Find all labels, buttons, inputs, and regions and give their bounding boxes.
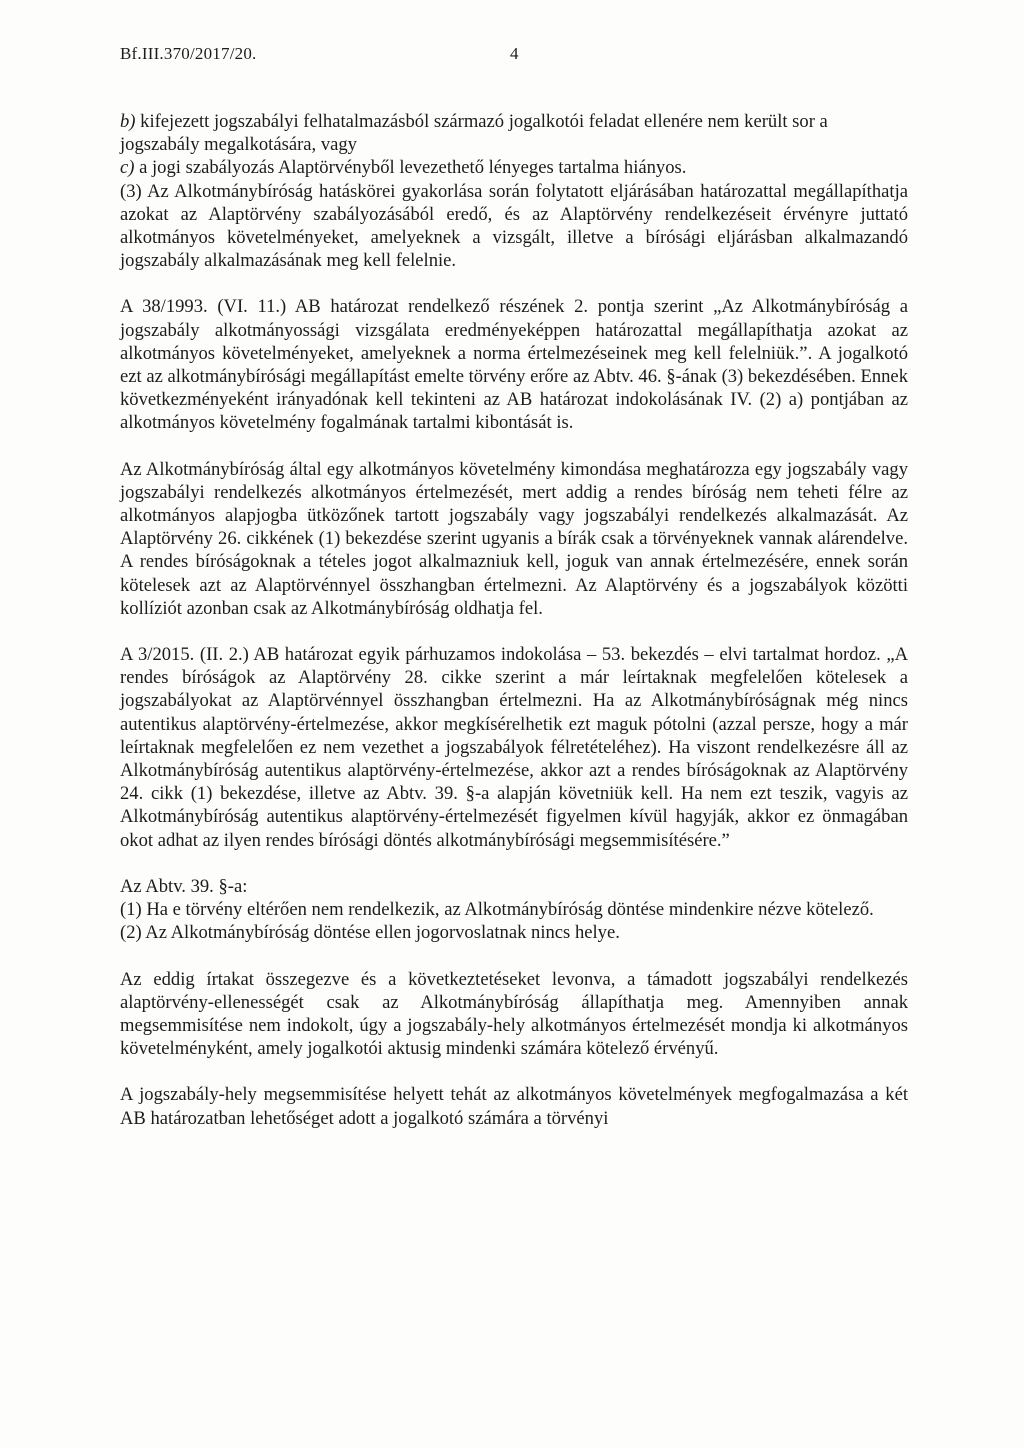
item-b-text: kifejezett jogszabályi felhatalmazásból származó jogalkotói feladat ellenére nem került sor a jogszabály megalkotására, vagy	[120, 111, 828, 156]
abtv-39-title: Az Abtv. 39. §-a:	[120, 875, 248, 897]
page-number: 4	[510, 44, 519, 63]
case-number: Bf.III.370/2017/20.	[120, 44, 257, 63]
page-header	[120, 44, 920, 68]
list-item-c	[120, 156, 908, 179]
item-c-text: a jogi szabályozás Alaptörvényből levezethető lényeges tartalma hiányos.	[134, 157, 687, 179]
paragraph-constitutional-requirement: Az Alkotmánybíróság által egy alkotmányos követelmény kimondása meghatározza egy jogszabály vagy jogszabályi rendelkezés alkotmányos értelmezését, mert addig a rendes bíróság nem teheti félre az alkotmányos alapjogba ütközőnek tartott jogszabály vagy jogszabályi rendelkezés alkalmazását. Az Alaptörvény 26. cikkének (1) bekezdése szerint ugyanis a bírák csak a törvényeknek vannak alárendelve. A rendes bíróságoknak a tételes jogot alkalmazniuk kell, joguk van annak értelmezésére, ennek során kötelesek azt az Alaptörvénnyel összhangban értelmezni. Az Alaptörvény és a jogszabályok közötti kollíziót azonban csak az Alkotmánybíróság oldhatja fel.	[120, 458, 908, 619]
paragraph-conclusion: A jogszabály-hely megsemmisítése helyett tehát az alkotmányos követelmények megfogalmazása a két AB határozatban lehetőséget adott a jogalkotó számára a törvényi	[120, 1084, 908, 1129]
abtv-39-1: (1) Ha e törvény eltérően nem rendelkezik, az Alkotmánybíróság döntése mindenkire nézve kötelező.	[120, 899, 874, 921]
abtv-39-2: (2) Az Alkotmánybíróság döntése ellen jogorvoslatnak nincs helye.	[120, 922, 620, 944]
list-item-b	[120, 110, 908, 156]
paragraph-3: (3) Az Alkotmánybíróság hatáskörei gyakorlása során folytatott eljárásában határozattal megállapíthatja azokat az Alaptörvény szabályozásából eredő, és az Alaptörvény rendelkezéseit érvényre juttató alkotmányos követelményeket, amelyeknek a vizsgált, illetve a bírósági eljárásban alkalmazandó jogszabály alkalmazásának meg kell felelnie.	[120, 180, 908, 272]
document-body	[120, 110, 908, 1130]
paragraph-summary: Az eddig írtakat összegezve és a következtetéseket levonva, a támadott jogszabályi rendelkezés alaptörvény-ellenességét csak az Alkotmánybíróság állapíthatja meg. Amennyiben annak megsemmisítése nem indokolt, úgy a jogszabály-hely alkotmányos értelmezését mondja ki alkotmányos követelményként, amely jogalkotói aktusig mindenki számára kötelező érvényű.	[120, 968, 908, 1060]
paragraph-ab-3-2015: A 3/2015. (II. 2.) AB határozat egyik párhuzamos indokolása – 53. bekezdés – elvi tartalmat hordoz. „A rendes bíróságok az Alaptörvény 28. cikke szerint a már leírtaknak megfelelően kötelesek a jogszabályokat az Alaptörvénnyel összhangban értelmezni. Ha az Alkotmánybíróságnak még nincs autentikus alaptörvény-értelmezése, akkor megkísérelhetik ezt maguk pótolni (azzal persze, hogy a már leírtaknak megfelelően ez nem vezethet a jogszabályok félretételéhez). Ha viszont rendelkezésre áll az Alkotmánybíróság autentikus alaptörvény-értelmezése, akkor azt a rendes bíróságoknak az Alaptörvény 24. cikk (1) bekezdése, illetve az Abtv. 39. §-a alapján követniük kell. Ha nem ezt teszik, vagyis az Alkotmánybíróság autentikus alaptörvény-értelmezését figyelmen kívül hagyják, akkor ez önmagában okot adhat az ilyen rendes bírósági döntés alkotmánybírósági megsemmisítésére.”	[120, 644, 908, 851]
item-c-label: c)	[120, 157, 135, 179]
paragraph-ab-38-1993: A 38/1993. (VI. 11.) AB határozat rendelkező részének 2. pontja szerint „Az Alkotmánybíróság a jogszabály alkotmányossági vizsgálata eredményeképpen határozattal megállapíthatja azokat az alkotmányos követelményeket, amelyeknek a norma értelmezéseinek meg kell felelniük.”. A jogalkotó ezt az alkotmánybírósági megállapítást emelte törvény erőre az Abtv. 46. §-ának (3) bekezdésében. Ennek következményeként irányadónak kell tekinteni az AB határozat indokolásának IV. (2) a) pontjában az alkotmányos követelmény fogalmának tartalmi kibontását is.	[120, 296, 908, 434]
item-b-label: b)	[120, 111, 136, 132]
